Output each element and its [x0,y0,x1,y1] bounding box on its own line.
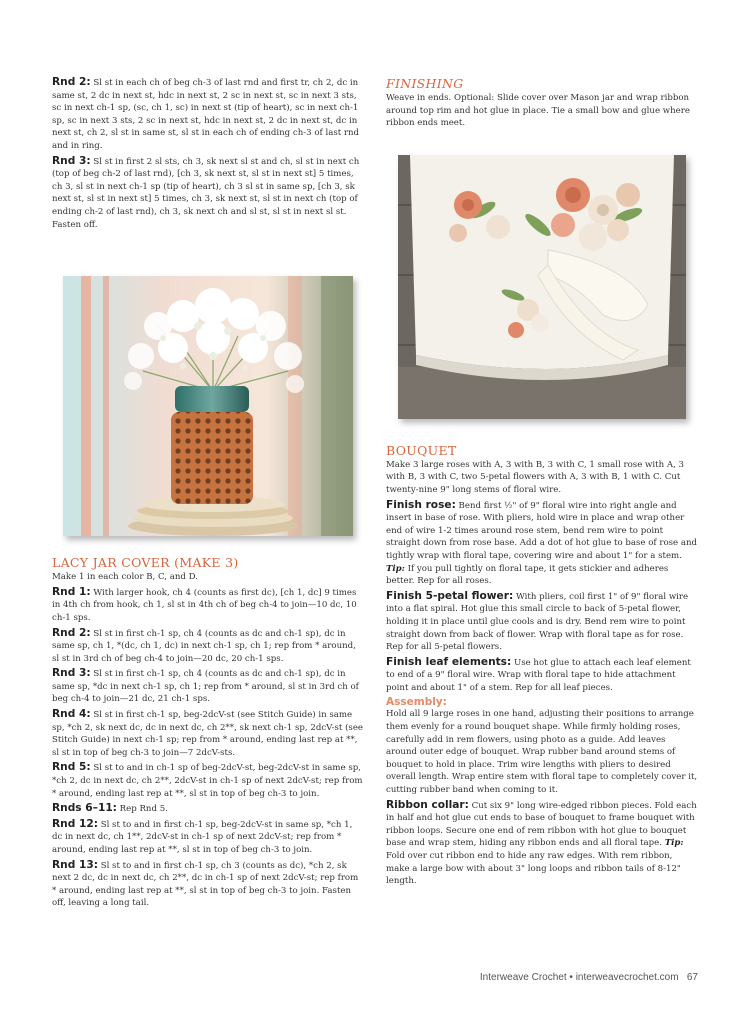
lacy-intro: Make 1 in each color B, C, and D. [52,572,198,583]
round-label: Rnds 6–11: [52,802,117,815]
jar-cover-photo [63,276,353,536]
finish-petal [386,590,698,654]
round-text: Rep Rnd 5. [119,804,168,815]
bouquet-photo [398,155,686,419]
bouquet-photo-illustration [398,155,686,419]
pattern-round [52,708,364,759]
round-text: Sl st to and in first ch-1 sp, ch 3 (counts as dc), *ch 2, sk next 2 dc, dc in next dc, ch 2**, dc in ch-1 sp of next 2dcV-st; rep from * around, ending last rep at **, sl st in top of beg ch-3 to join. Fasten off, leaving a long tail. [52,860,359,909]
ribbon-collar-text: Cut six 9" long wire-edged ribbon pieces. Fold each in half and hot glue cut ends to base of bouquet to frame bouquet with ribbon loops. Secure one end of rem ribbon with hot glue to bouquet base and wrap stem, hiding any ribbon ends and all floral tape. [386,800,697,849]
pattern-round [52,627,364,666]
finish-petal-text: With pliers, coil first 1" of 9" floral wire into a flat spiral. Hot glue this small circle to back of 5-petal flower, holding it in place until glue cools and is dry. Bend rem wire to point straight down from back of flower. Wrap with floral tape as for rose. Rep for all 5-petal flowers. [386,591,689,653]
finish-petal-label: Finish 5-petal flower: [386,589,514,602]
round-label: Rnd 1: [52,585,91,598]
finish-leaf-text: Use hot glue to attach each leaf element to end of a 9" floral wire. Wrap with floral tape to hide attachment point and about 1" of a stem. Rep for all leaf pieces. [386,657,691,693]
round-label: Rnd 13: [52,858,98,871]
round-label: Rnd 2: [52,626,91,639]
round-label: Rnd 2: [52,76,91,88]
finish-rose-label: Finish rose: [386,498,456,511]
pattern-round [52,155,364,232]
pattern-round [52,859,364,910]
pattern-round [52,818,364,857]
round-text: Sl st in first 2 sl sts, ch 3, sk next sl st and ch, sl st in next ch (top of beg ch-2 of last rnd), [ch 3, sk next st, sl st in next st] 5 times, ch 3, sl st in next ch-1 sp (tip of heart), ch 3 sl st in same sp, [ch 3, sk next st, sl st in next st] 5 times, ch 3, sk next st, sl st in next ch (top of ending ch-2 of last rnd), ch 3, sk next ch and sl st, sl st in next sl st. Fasten off. [52,156,360,230]
lacy-heading: LACY JAR COVER (MAKE 3) [52,555,239,571]
magazine-name: Interweave Crochet [479,972,567,983]
round-text: Sl st in each ch of beg ch-3 of last rnd and first tr, ch 2, dc in same st, 2 dc in next st, hdc in next st, 2 sc in next st, sc in next 3 sts, sc in next ch-1 sp, (sc, ch 1, sc) in next st (tip of heart), sc in next ch-1 sp, sc in next 3 sts, 2 sc in next st, hdc in next st, 2 dc in next st, dc in next st, ch 2, sl st in same st, sl st in each ch of ending ch-3 of last rnd and in ring. [52,78,360,151]
jar-photo-illustration [63,276,353,536]
tip-label: Tip: [386,563,405,574]
round-text: Sl st to and in ch-1 sp of beg-2dcV-st, beg-2dcV-st in same sp, *ch 2, dc in next dc, ch 2**, 2dcV-st in ch-1 sp of next 2dcV-st; rep from * around, ending last rep at **, sl st in top of beg ch-3 to join. [52,763,363,799]
round-label: Rnd 3: [52,154,91,167]
page-footer [480,972,698,983]
round-text: Sl st in first ch-1 sp, ch 4 (counts as dc and ch-1 sp), dc in same sp, ch 1, *(dc, ch 1, dc) in next ch-1 sp, ch 1; rep from * around, sl st in 3rd ch of beg ch-4 to join—20 dc, 20 ch-1 sps. [52,628,356,664]
ribbon-collar-tip: Fold over cut ribbon end to hide any raw edges. With rem ribbon, make a large bow with about 3" long loops and ribbon tails of 8-12" length. [386,851,681,887]
ribbon-collar [386,799,698,888]
finishing-text: Weave in ends. Optional: Slide cover over Mason jar and wrap ribbon around top rim and hot glue in place. Tie a small bow and glue where ribbon ends meet. [386,93,690,129]
pattern-round [52,761,364,800]
round-label: Rnd 12: [52,817,98,830]
round-label: Rnd 4: [52,708,91,721]
pattern-round [52,76,364,153]
footer-bullet: • [569,972,573,983]
finish-rose [386,499,698,588]
pattern-round [52,802,364,816]
round-text: Sl st in first ch-1 sp, ch 4 (counts as dc and ch-1 sp), dc in same sp, *dc in next ch-1 sp, ch 1; rep from * around, sl st in 3rd ch of beg ch-4 to join—21 dc, 21 ch-1 sps. [52,669,359,705]
finishing-heading: FINISHING [386,76,464,91]
pattern-round [52,586,364,625]
round-text: Sl st to and in first ch-1 sp, beg-2dcV-st in same sp, *ch 1, dc in next dc, ch 1**, 2dcV-st in ch-1 sp of next 2dcV-st; rep from * around, ending last rep at **, sl st in top of beg ch-3 to join. [52,819,353,855]
bouquet-heading: BOUQUET [386,442,457,458]
finish-leaf [386,656,698,695]
magazine-site: interweavecrochet.com [575,972,679,983]
assembly-text: Hold all 9 large roses in one hand, adjusting their positions to arrange them evenly for a round bouquet shape. While firmly holding roses, carefully add in rem flowers, using photo as a guide. Add leaves around outer edge of bouquet. Wrap rubber band around stems of bouquet to hold in place. Trim wire lengths with pliers to desired overall length. Wrap entire stem with floral tape to completely cover it, cutting rubber band when coming to it. [386,709,698,796]
round-text: Sl st in first ch-1 sp, beg-2dcV-st (see Stitch Guide) in same sp, *ch 2, sk next dc, dc in next dc, ch 2**, sk next ch-1 sp, 2dcV-st (see Stitch Guide) in next ch-1 sp; rep from * around, ending last rep at **, sl st in top of beg ch-3 to join—7 2dcV-sts. [52,710,364,758]
bouquet-intro: Make 3 large roses with A, 3 with B, 3 with C, 1 small rose with A, 3 with B, 3 with C, two 5-petal flowers with A, 3 with B, 1 with C. Cut twenty-nine 9" long stems of floral wire. [386,459,684,495]
page-number: 67 [686,972,698,983]
ribbon-collar-label: Ribbon collar: [386,798,469,811]
round-text: With larger hook, ch 4 (counts as first dc), [ch 1, dc] 9 times in 4th ch from hook, ch 1, sl st in 4th ch of beg ch-4 to join—10 dc, 10 ch-1 sps. [52,587,357,623]
pattern-round [52,667,364,706]
round-label: Rnd 5: [52,761,91,774]
finish-leaf-label: Finish leaf elements: [386,655,512,668]
tip-label: Tip: [664,838,684,849]
finish-rose-tip: If you pull tightly on floral tape, it gets stickier and adheres better. Rep for all roses. [386,563,669,587]
round-label: Rnd 3: [52,667,91,680]
assembly-heading: Assembly: [386,696,447,709]
finish-rose-text: Bend first ½" of 9" floral wire into right angle and insert in base of rose. With pliers, hold wire in place and wrap other end of wire 1-2 times around rose stem, bend rem wire to point straight down from rose base. Add a dot of hot glue to base of rose and tightly wrap with floral tape, covering wire and about 1" for a stem. [386,500,698,561]
